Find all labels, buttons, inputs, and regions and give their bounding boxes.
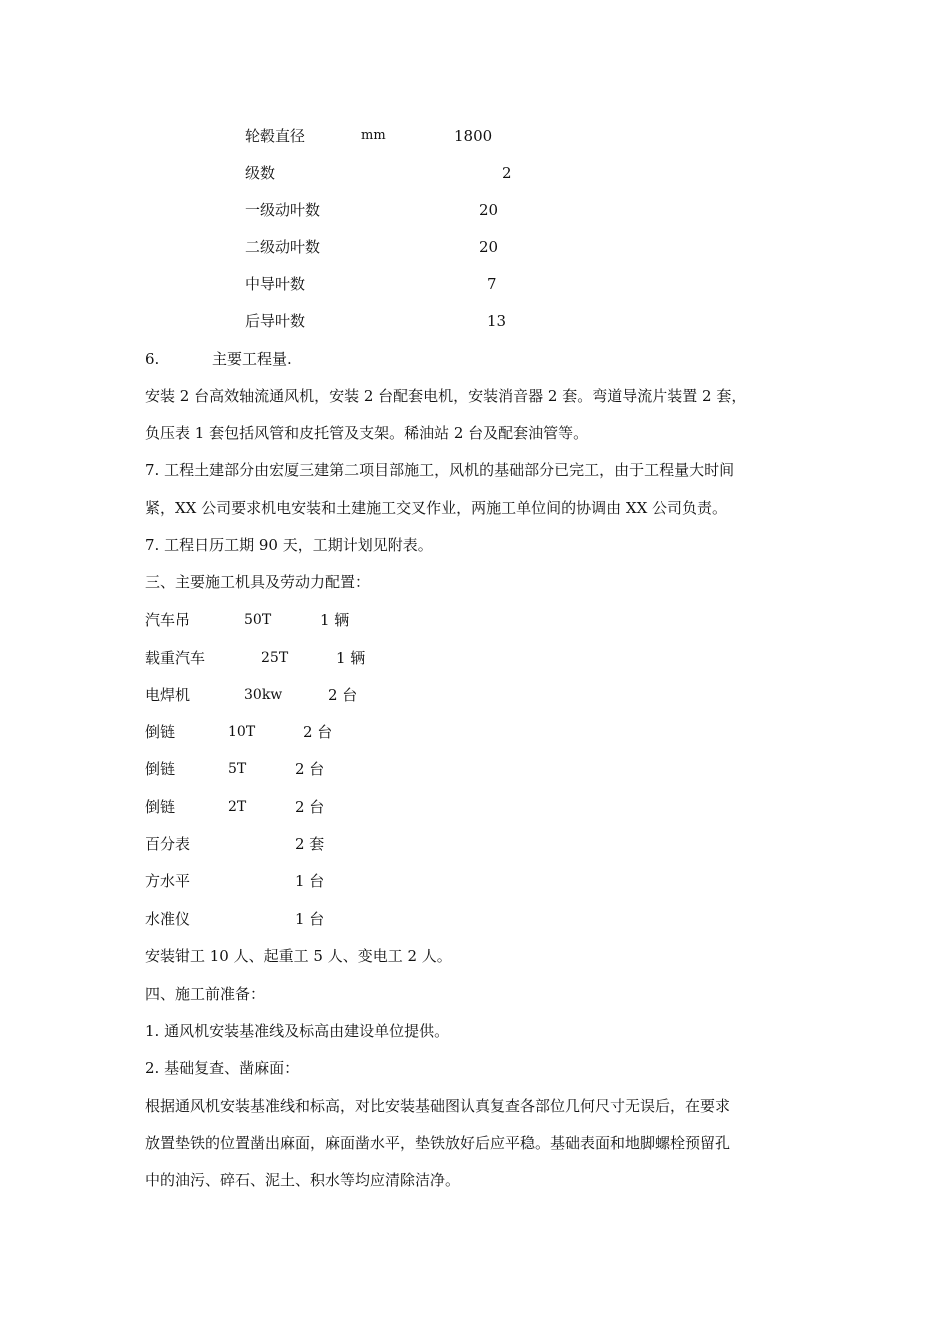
- section-number: 6.: [145, 350, 160, 368]
- paragraph-line: 安装 2 台高效轴流通风机，安装 2 台配套电机，安装消音器 2 套。弯道导流片装置 2 套，: [145, 387, 747, 405]
- labor-line: 安装钳工 10 人、起重工 5 人、变电工 2 人。: [145, 947, 452, 965]
- equipment-qty: 1 辆: [336, 649, 366, 667]
- equipment-qty: 2 台: [303, 723, 333, 741]
- paragraph-line: 中的油污、碎石、泥土、积水等均应清除洁净。: [145, 1171, 461, 1189]
- spec-row: [245, 129, 305, 144]
- equipment-spec: 25T: [261, 650, 289, 666]
- spec-value: 13: [487, 312, 507, 330]
- paragraph-line: 放置垫铁的位置凿出麻面，麻面凿水平，垫铁放好后应平稳。基础表面和地脚螺栓预留孔: [145, 1134, 731, 1152]
- equipment-name: 电焊机: [145, 686, 191, 704]
- equipment-name: 载重汽车: [145, 649, 206, 667]
- equipment-spec: 30kw: [244, 687, 283, 703]
- paragraph-line: 7. 工程日历工期 90 天，工期计划见附表。: [145, 536, 433, 554]
- paragraph-line: 7. 工程土建部分由宏厦三建第二项目部施工，风机的基础部分已完工，由于工程量大时间: [145, 461, 735, 479]
- spec-value: 20: [479, 238, 499, 256]
- spec-label: 二级动叶数: [245, 238, 321, 256]
- equipment-qty: 2 台: [295, 760, 325, 778]
- spec-label: 中导叶数: [245, 275, 306, 293]
- equipment-name: 百分表: [145, 835, 191, 853]
- equipment-name: 倒链: [145, 723, 176, 741]
- spec-value: 1800: [454, 127, 493, 145]
- spec-label: 一级动叶数: [245, 201, 321, 219]
- equipment-qty: 2 台: [295, 798, 325, 816]
- equipment-qty: 2 套: [295, 835, 325, 853]
- equipment-name: 倒链: [145, 760, 176, 778]
- list-item: 1. 通风机安装基准线及标高由建设单位提供。: [145, 1022, 450, 1040]
- equipment-name: 水准仪: [145, 910, 191, 928]
- paragraph-line: 负压表 1 套包括风管和皮托管及支架。稀油站 2 台及配套油管等。: [145, 424, 589, 442]
- spec-value: 7: [487, 275, 497, 293]
- paragraph-line: 根据通风机安装基准线和标高，对比安装基础图认真复查各部位几何尺寸无误后，在要求: [145, 1097, 731, 1115]
- spec-value: 20: [479, 201, 499, 219]
- paragraph-line: 紧，XX 公司要求机电安装和土建施工交叉作业，两施工单位间的协调由 XX 公司负责。: [145, 499, 728, 517]
- spec-unit: mm: [361, 128, 386, 143]
- spec-value: 2: [502, 164, 512, 182]
- equipment-spec: 2T: [228, 799, 247, 815]
- equipment-qty: 1 台: [295, 872, 325, 890]
- section-heading: 主要工程量.: [212, 350, 292, 368]
- spec-label: 后导叶数: [245, 312, 306, 330]
- equipment-name: 方水平: [145, 872, 191, 890]
- equipment-name: 汽车吊: [145, 611, 191, 629]
- section-heading: 三、主要施工机具及劳动力配置：: [145, 573, 371, 591]
- equipment-qty: 1 台: [295, 910, 325, 928]
- equipment-qty: 2 台: [328, 686, 358, 704]
- equipment-spec: 5T: [228, 761, 247, 777]
- list-item: 2. 基础复查、凿麻面：: [145, 1059, 300, 1077]
- spec-label: 级数: [245, 164, 276, 182]
- equipment-name: 倒链: [145, 798, 176, 816]
- equipment-qty: 1 辆: [320, 611, 350, 629]
- section-heading: 四、施工前准备：: [145, 985, 266, 1003]
- equipment-spec: 50T: [244, 612, 272, 628]
- spec-label: 轮毂直径: [245, 127, 306, 145]
- equipment-spec: 10T: [228, 724, 256, 740]
